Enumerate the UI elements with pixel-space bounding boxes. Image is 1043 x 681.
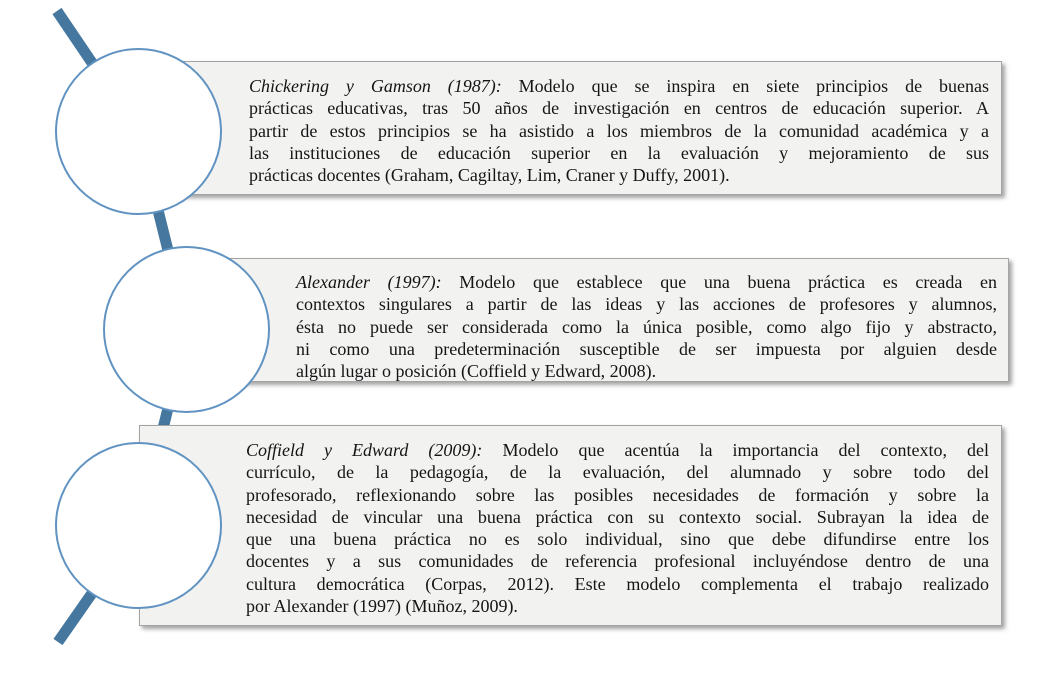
model-text: Modelo que se inspira en siete principios de buenas xyxy=(518,76,989,96)
model-text-line: que una buena práctica no es solo individual, sino que debe difundirse entre los xyxy=(246,529,989,550)
model-text-line: algún lugar o posición (Coffield y Edward, 2008). xyxy=(296,361,657,382)
model-text-line: profesorado, reflexionando sobre las posibles necesidades de formación y sobre la xyxy=(246,484,989,505)
model-heading: Coffield y Edward (2009): xyxy=(246,440,483,460)
model-text-line: por Alexander (1997) (Muñoz, 2009). xyxy=(246,596,518,617)
node-circle-1 xyxy=(55,48,222,215)
model-text: Modelo que establece que una buena práctica es creada en xyxy=(459,272,998,292)
model-text-line: las instituciones de educación superior en la evaluación y mejoramiento de sus xyxy=(249,142,989,163)
model-text-line: ésta no puede ser considerada como la única posible, como algo fijo y abstracto, xyxy=(296,316,997,337)
model-box-coffield-edward xyxy=(139,425,1002,626)
model-heading: Chickering y Gamson (1987): xyxy=(249,76,502,96)
model-text-line: partir de estos principios se ha asistido a los miembros de la comunidad académica y a xyxy=(249,120,989,141)
model-box-alexander xyxy=(187,258,1009,382)
model-text-line xyxy=(249,75,989,97)
model-text-line: docentes y a sus comunidades de referencia profesional incluyéndose dentro de una xyxy=(246,551,989,572)
model-text-line xyxy=(246,439,989,461)
model-text-line: currículo, de la pedagogía, de la evaluación, del alumnado y sobre todo del xyxy=(246,462,989,483)
node-circle-2 xyxy=(103,246,270,413)
model-box-chickering-gamson xyxy=(139,61,1002,195)
model-text-line: ni como una predeterminación susceptible de ser impuesta por alguien desde xyxy=(296,338,997,359)
model-text: Modelo que acentúa la importancia del contexto, del xyxy=(502,440,990,460)
node-circle-3 xyxy=(55,442,222,609)
model-text-line xyxy=(296,271,997,293)
model-text-line: prácticas educativas, tras 50 años de investigación en centros de educación superior. A xyxy=(249,98,989,119)
model-heading: Alexander (1997): xyxy=(296,272,442,292)
model-text-line: prácticas docentes (Graham, Cagiltay, Lim, Craner y Duffy, 2001). xyxy=(249,165,730,186)
model-text-line: necesidad de vincular una buena práctica con su contexto social. Subrayan la idea de xyxy=(246,506,989,527)
model-text-line: contextos singulares a partir de las ideas y las acciones de profesores y alumnos, xyxy=(296,294,997,315)
model-text-line: cultura democrática (Corpas, 2012). Este modelo complementa el trabajo realizado xyxy=(246,573,989,594)
